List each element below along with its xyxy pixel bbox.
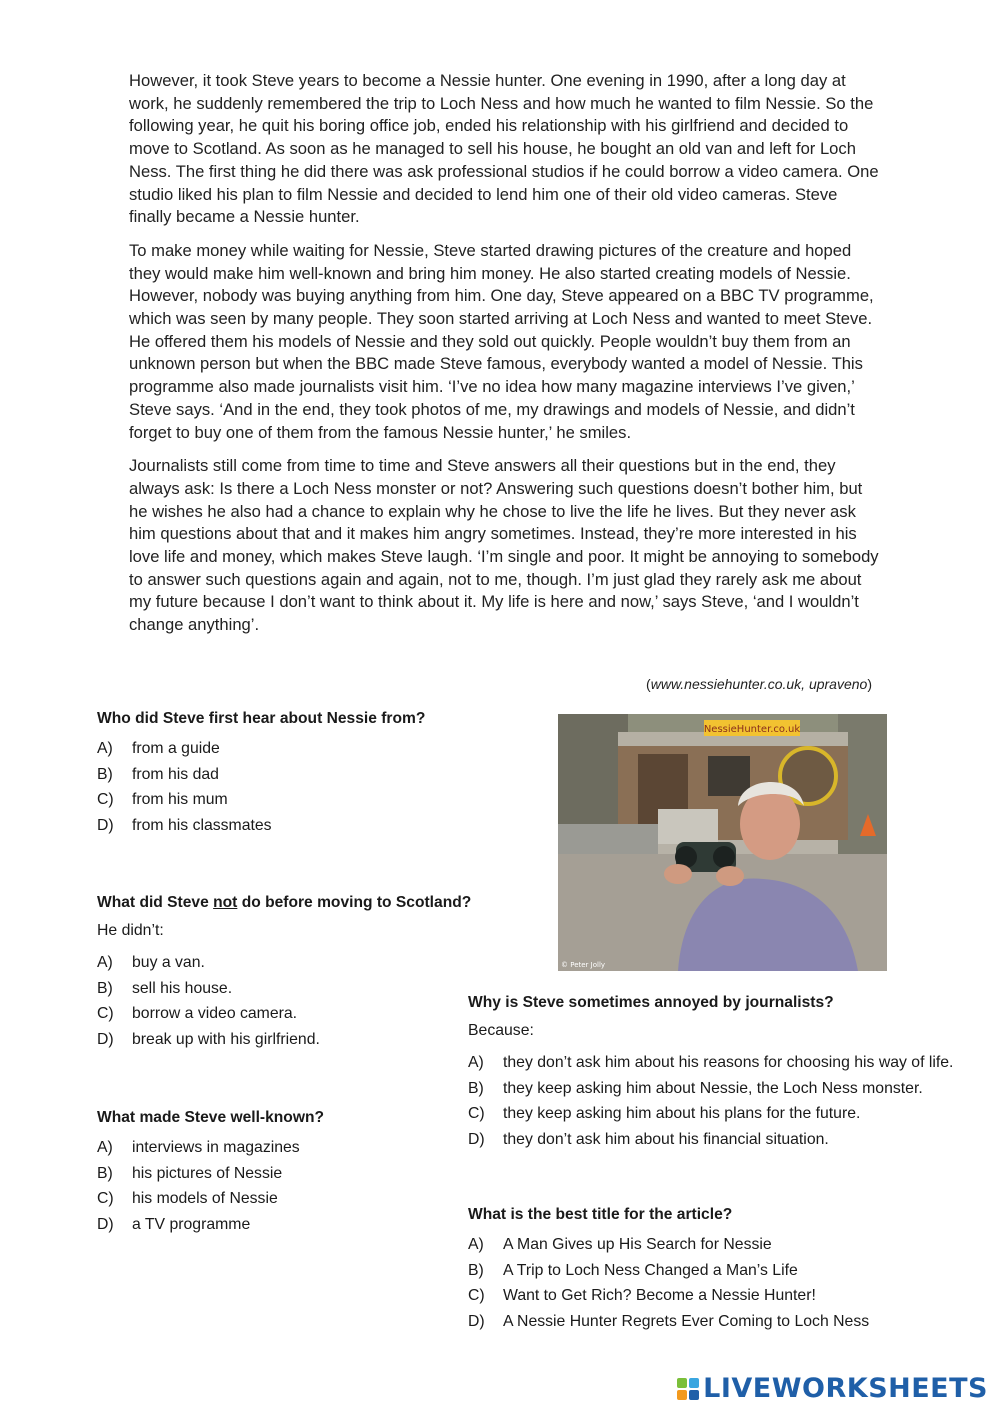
source-url: www.nessiehunter.co.uk, upraveno — [650, 676, 868, 692]
question-5 — [468, 1204, 978, 1334]
article-source — [646, 676, 872, 692]
option-d[interactable]: D) break up with his girlfriend. — [97, 1030, 320, 1048]
option-a[interactable]: A) they don’t ask him about his reasons for choosing his way of life. — [468, 1054, 954, 1071]
question-3-title: What made Steve well-known? — [97, 1109, 325, 1126]
option-b[interactable]: B) his pictures of Nessie — [97, 1164, 283, 1182]
liveworksheets-logo-icon — [677, 1378, 699, 1400]
article-paragraph-1: However, it took Steve years to become a Nessie hunter. One evening in 1990, after a long day at work, he suddenly remembered the trip to Loch Ness and how much he wanted to film Nessie. So the following year, he quit his boring office job, ended his relationship with his girlfriend and decided to move to Scotland. As soon as he managed to sell his house, he bought an old van and left for Loch Ness. The first thing he did there was ask professional studios if he could borrow a video camera. One studio liked his plan to film Nessie and decided to lend him one of their old video cameras. Steve finally became a Nessie hunter. — [129, 71, 879, 227]
photo-credit: © Peter Jolly — [561, 961, 606, 969]
source-open-paren: ( — [646, 676, 651, 692]
question-1-title: Who did Steve first hear about Nessie from? — [97, 710, 426, 727]
option-c[interactable]: C) from his mum — [97, 791, 228, 808]
option-d[interactable]: D) they don’t ask him about his financial situation. — [468, 1130, 829, 1148]
photo-sign-text: NessieHunter.co.uk — [703, 724, 801, 735]
question-5-options — [468, 1232, 978, 1334]
photo-steve-binoculars — [558, 714, 887, 971]
question-2-title: What did Steve not do before moving to Scotland? — [97, 894, 472, 911]
option-c[interactable]: C) Want to Get Rich? Become a Nessie Hunter! — [468, 1287, 816, 1304]
question-5-title: What is the best title for the article? — [468, 1206, 733, 1223]
article-paragraph-3: Journalists still come from time to time and Steve answers all their questions but in the end, they always ask: Is there a Loch Ness monster or not? Answering such questions doesn’t bother him, but he wishes he also had a chance to explain why he chose to live the life he lives. But they never ask him questions about that and it makes him angry sometimes. Instead, they’re more interested in his love life and money, which makes Steve laugh. ‘I’m single and poor. It might be annoying to somebody to answer such questions again and again, not to me, though. I’m just glad they rarely ask me about my future because I don’t want to think about it. My life is here and now,’ says Steve, ‘and I wouldn’t change anything’. — [129, 456, 879, 635]
article-paragraph-2: To make money while waiting for Nessie, Steve started drawing pictures of the creature and hoped they would make him well-known and bring him money. He also started creating models of Nessie. However, nobody was buying anything from him. One day, Steve appeared on a BBC TV programme, which was seen by many people. They soon started arriving at Loch Ness and wanted to meet Steve. He offered them his models of Nessie and they sold out quickly. People wouldn’t buy them from an unknown person but when the BBC made Steve famous, everybody wanted a model of Nessie. This programme also made journalists visit him. ‘I’ve no idea how many magazine interviews I’ve given,’ Steve says. ‘And in the end, they took photos of me, my drawings and models of Nessie, and didn’t forget to buy one of them from the famous Nessie hunter,’ he smiles. — [129, 240, 874, 442]
question-1-options — [97, 736, 537, 838]
photo-illustration — [558, 714, 887, 971]
option-b[interactable]: B) from his dad — [97, 765, 219, 783]
title-underlined-word: not — [213, 894, 238, 911]
option-c[interactable]: C) they keep asking him about his plans for the future. — [468, 1105, 861, 1122]
source-close-paren: ) — [867, 676, 872, 692]
question-4-options — [468, 1050, 978, 1152]
option-b[interactable]: B) they keep asking him about Nessie, the Loch Ness monster. — [468, 1079, 923, 1097]
option-a[interactable]: A) A Man Gives up His Search for Nessie — [468, 1236, 772, 1253]
option-a[interactable]: A) interviews in magazines — [97, 1139, 300, 1156]
option-d[interactable]: D) A Nessie Hunter Regrets Ever Coming to Loch Ness — [468, 1312, 870, 1330]
question-4-intro: Because: — [468, 1022, 534, 1039]
option-c[interactable]: C) his models of Nessie — [97, 1190, 278, 1207]
option-b[interactable]: B) sell his house. — [97, 979, 233, 997]
option-d[interactable]: D) from his classmates — [97, 816, 272, 834]
question-1 — [97, 708, 537, 838]
option-b[interactable]: B) A Trip to Loch Ness Changed a Man’s Life — [468, 1261, 798, 1279]
article-text — [129, 70, 879, 648]
question-4 — [468, 992, 978, 1152]
option-d[interactable]: D) a TV programme — [97, 1215, 251, 1233]
option-a[interactable]: A) buy a van. — [97, 954, 205, 971]
liveworksheets-logo[interactable] — [677, 1373, 988, 1404]
question-4-title: Why is Steve sometimes annoyed by journalists? — [468, 994, 834, 1011]
question-2-intro: He didn’t: — [97, 922, 164, 939]
option-c[interactable]: C) borrow a video camera. — [97, 1005, 298, 1022]
option-a[interactable]: A) from a guide — [97, 740, 220, 757]
liveworksheets-logo-text: LIVEWORKSHEETS — [703, 1373, 988, 1404]
